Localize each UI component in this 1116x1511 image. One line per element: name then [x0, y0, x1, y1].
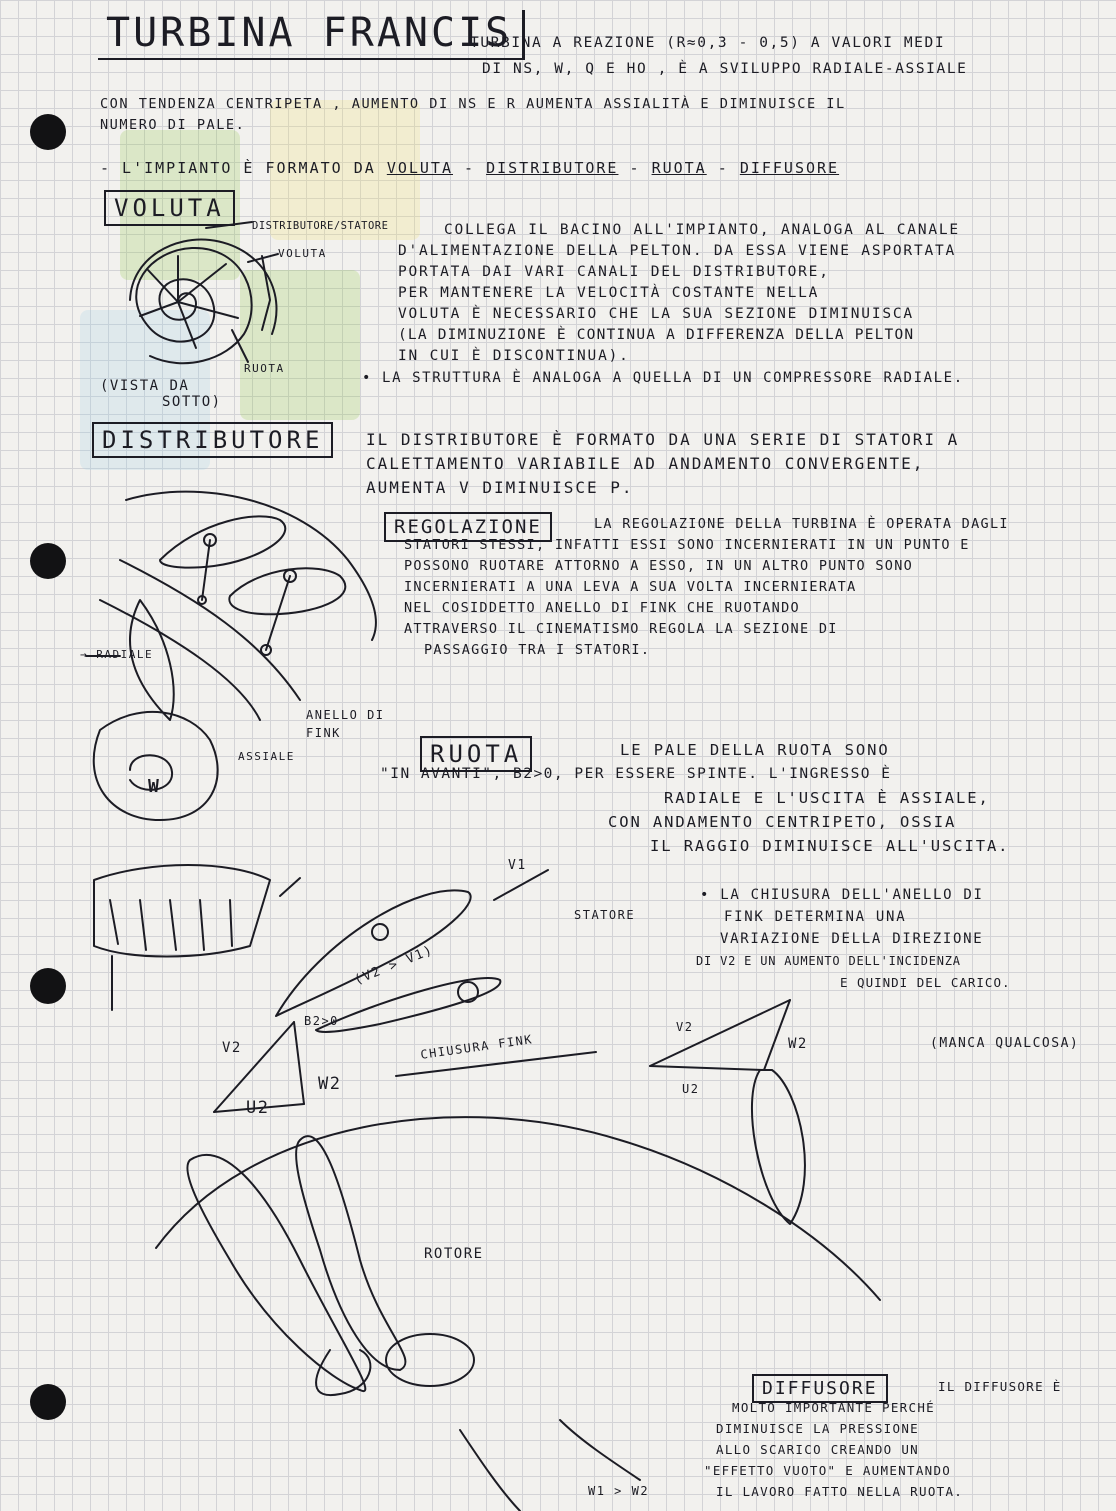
stator-blade-sketch: [214, 870, 596, 1112]
diffusore-line: DIMINUISCE LA PRESSIONE: [716, 1421, 919, 1436]
ruota-line: "IN AVANTI", Β2>0, PER ESSERE SPINTE. L'INGRESSO È: [380, 766, 892, 782]
heading-distributore: DISTRIBUTORE: [92, 422, 333, 458]
voluta-sketch: [130, 222, 278, 363]
regolazione-line: NEL COSIDDETTO ANELLO DI FINK CHE RUOTANDO: [404, 600, 800, 616]
component-diffusore: DIFFUSORE: [739, 159, 840, 177]
ruota-line: LE PALE DELLA RUOTA SONO: [620, 741, 890, 759]
label-rotore: ROTORE: [424, 1246, 484, 1262]
heading-regolazione: REGOLAZIONE: [384, 512, 552, 542]
component-ruota: RUOTA: [651, 159, 707, 177]
label-v1: V1: [508, 858, 527, 873]
label-vista-line: SOTTO): [162, 394, 222, 410]
body-line: NUMERO DI PALE.: [100, 117, 246, 133]
components-line: - L'IMPIANTO È FORMATO DA VOLUTA - DISTRIBUTORE - RUOTA - DIFFUSORE: [100, 159, 840, 177]
ruota-bullet-line: VARIAZIONE DELLA DIREZIONE: [720, 931, 984, 947]
regolazione-line: ATTRAVERSO IL CINEMATISMO REGOLA LA SEZIONE DI: [404, 621, 838, 637]
velocity-triangle: [650, 1000, 805, 1224]
voluta-line: D'ALIMENTAZIONE DELLA PELTON. DA ESSA VIENE ASPORTATA: [398, 243, 957, 259]
voluta-line: PORTATA DAI VARI CANALI DEL DISTRIBUTORE,: [398, 264, 830, 280]
heading-ruota: RUOTA: [420, 736, 532, 772]
ruota-line: RADIALE E L'USCITA È ASSIALE,: [664, 789, 990, 807]
label-distributore-statore: DISTRIBUTORE/STATORE: [252, 220, 389, 232]
diffusore-line: ALLO SCARICO CREANDO UN: [716, 1442, 919, 1457]
label-w1-w2: W1 > W2: [588, 1484, 650, 1498]
label-beta: Β2>0: [304, 1014, 339, 1028]
regolazione-line: LA REGOLAZIONE DELLA TURBINA È OPERATA DAGLI: [594, 516, 1009, 532]
label-vista-line: (VISTA DA: [100, 378, 190, 394]
distributore-line: CALETTAMENTO VARIABILE AD ANDAMENTO CONVERGENTE,: [366, 454, 925, 473]
diffusore-line: MOLTO IMPORTANTE PERCHÉ: [732, 1400, 935, 1415]
voluta-line: VOLUTA È NECESSARIO CHE LA SUA SEZIONE DIMINUISCA: [398, 306, 914, 322]
label-anello-fink: ANELLO DI FINK: [306, 708, 385, 740]
label-voluta: VOLUTA: [278, 247, 327, 260]
heading-diffusore: DIFFUSORE: [752, 1374, 888, 1403]
component-distributore: DISTRIBUTORE: [486, 159, 619, 177]
diffusore-line: IL LAVORO FATTO NELLA RUOTA.: [716, 1484, 964, 1499]
label-w2: W2: [318, 1074, 342, 1094]
regolazione-line: PASSAGGIO TRA I STATORI.: [424, 642, 651, 658]
ruota-bullet-line: DI V2 E UN AUMENTO DELL'INCIDENZA: [696, 954, 961, 968]
diffusore-line: "EFFETTO VUOTO" E AUMENTANDO: [704, 1463, 952, 1478]
label-u2-triangle: U2: [682, 1082, 700, 1096]
label-ruota: RUOTA: [244, 362, 285, 375]
distributore-sketch: [86, 492, 376, 820]
label-v2-triangle: V2: [676, 1020, 694, 1034]
heading-voluta: VOLUTA: [104, 190, 235, 226]
component-voluta: VOLUTA: [386, 159, 453, 177]
page-title: TURBINA FRANCIS: [98, 10, 525, 60]
regolazione-line: STATORI STESSI, INFATTI ESSI SONO INCERNIERATI IN UN PUNTO E: [404, 537, 970, 553]
label-omega: W: [148, 776, 161, 797]
rotor-sketch: [156, 1117, 880, 1511]
ruota-bullet-line: E QUINDI DEL CARICO.: [840, 975, 1011, 990]
components-prefix: - L'IMPIANTO È FORMATO DA: [100, 159, 376, 177]
ruota-line: CON ANDAMENTO CENTRIPETO, OSSIA: [608, 813, 957, 831]
label-assiale: ASSIALE: [238, 750, 295, 763]
label-u2: U2: [246, 1098, 270, 1118]
label-v2-gt-v1: (V2 > V1): [352, 942, 436, 989]
voluta-bullet: • LA STRUTTURA È ANALOGA A QUELLA DI UN COMPRESSORE RADIALE.: [362, 370, 964, 386]
ruota-bullet-line: FINK DETERMINA UNA: [724, 909, 907, 925]
distributore-line: AUMENTA V DIMINUISCE P.: [366, 478, 634, 497]
label-radiale: → RADIALE: [80, 648, 154, 661]
diffusore-line: IL DIFFUSORE È: [938, 1379, 1062, 1394]
distributore-line: IL DISTRIBUTORE È FORMATO DA UNA SERIE DI STATORI A: [366, 430, 960, 449]
voluta-line: PER MANTENERE LA VELOCITÀ COSTANTE NELLA: [398, 285, 820, 301]
ruota-line: IL RAGGIO DIMINUISCE ALL'USCITA.: [650, 837, 1010, 855]
voluta-line: (LA DIMINUZIONE È CONTINUA A DIFFERENZA DELLA PELTON: [398, 327, 915, 343]
voluta-line: COLLEGA IL BACINO ALL'IMPIANTO, ANALOGA AL CANALE: [444, 222, 960, 238]
label-statore: STATORE: [574, 908, 636, 922]
regolazione-line: POSSONO RUOTARE ATTORNO A ESSO, IN UN ALTRO PUNTO SONO: [404, 558, 914, 574]
label-v2: V2: [222, 1040, 242, 1056]
body-line: CON TENDENZA CENTRIPETA , AUMENTO DI NS E R AUMENTA ASSIALITÀ E DIMINUISCE IL: [100, 96, 846, 112]
intro-line: TURBINA A REAZIONE (R≈0,3 - 0,5) A VALORI MEDI: [470, 35, 946, 51]
label-chiusura-fink: CHIUSURA FINK: [419, 1032, 534, 1062]
label-w2-triangle: W2: [788, 1036, 808, 1052]
voluta-line: IN CUI È DISCONTINUA).: [398, 348, 630, 364]
note-manca: (MANCA QUALCOSA): [930, 1036, 1080, 1051]
intro-line: DI NS, W, Q E HO , È A SVILUPPO RADIALE-ASSIALE: [482, 61, 968, 77]
runner-sketch: [94, 865, 300, 1010]
regolazione-line: INCERNIERATI A UNA LEVA A SUA VOLTA INCERNIERATA: [404, 579, 857, 595]
ruota-bullet-line: • LA CHIUSURA DELL'ANELLO DI: [700, 887, 984, 903]
